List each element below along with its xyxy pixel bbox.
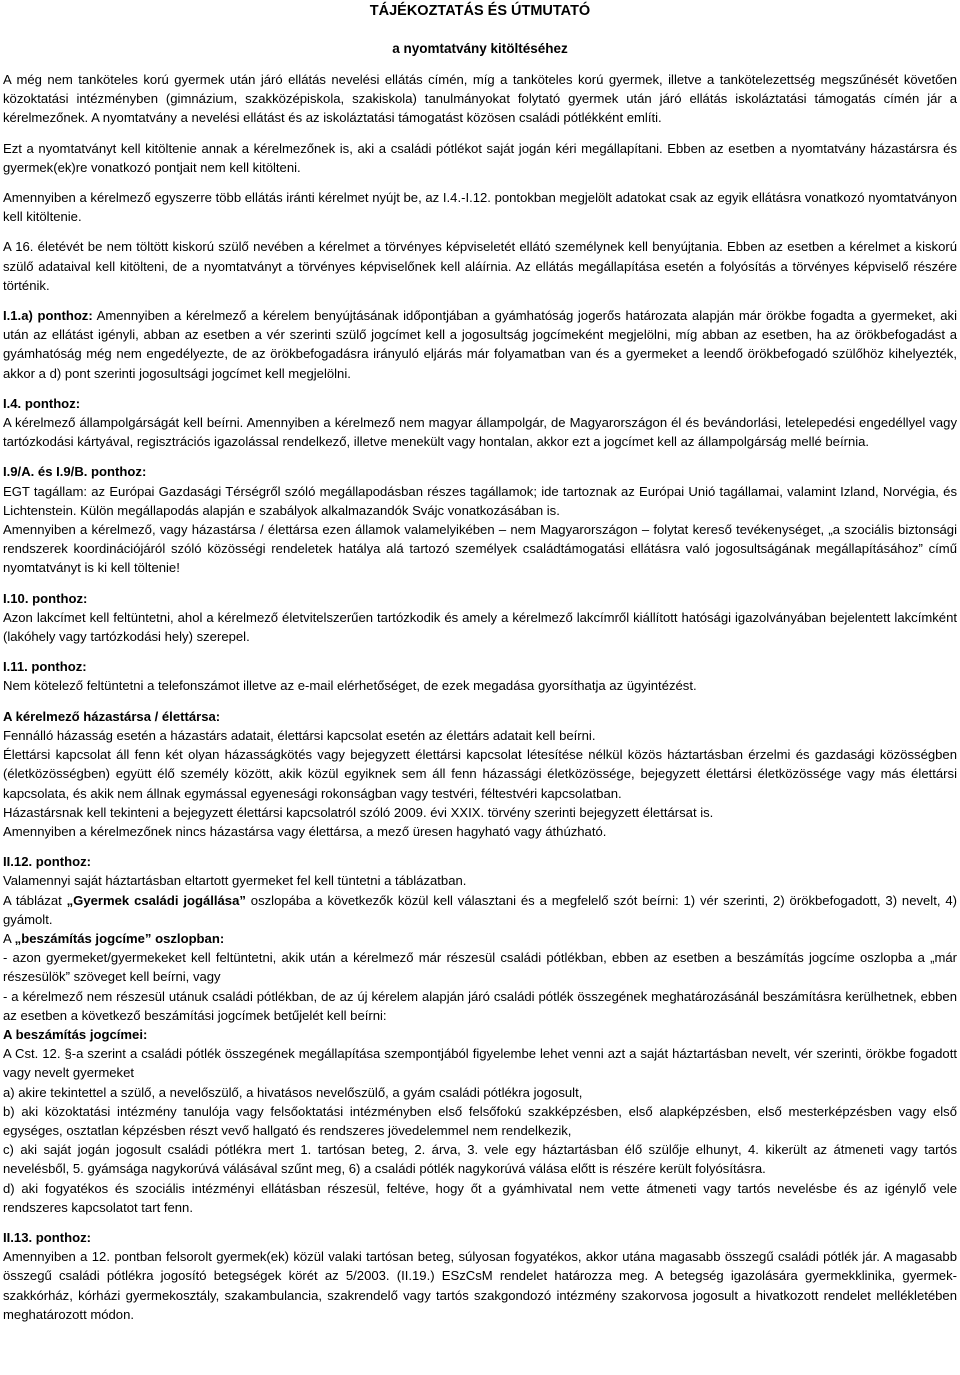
list-item-a: a) akire tekintettel a szülő, a nevelőszülő, a hivatásos nevelőszülő, a gyám családi pótlékra jogosult, [3, 1084, 583, 1100]
section-i9-text-foreign-work: Amennyiben a kérelmező, vagy házastársa / élettársa ezen államok valamelyikében – nem Magyarországon – folytat kereső tevékenységet, „a szociális biztonsági rendszerek koordinációjáról szóló közösségi rendeletek hatálya alá tartozó személyek családtámogatási ellátásra való jogosultságának megállapításához” című nyomtatványt is ki kell töltenie! [3, 522, 957, 576]
section-i1a-paragraph [3, 306, 957, 383]
section-i11-text: Nem kötelező feltüntetni a telefonszámot illetve az e-mail elérhetőséget, de ezek megadása gyorsíthatja az ügyintézést. [3, 678, 697, 694]
section-spouse-text-4: Amennyiben a kérelmezőnek nincs házastársa vagy élettársa, a mező üresen hagyható vagy áthúzható. [3, 823, 607, 839]
paragraph-multiple-claims: Amennyiben a kérelmező egyszerre több ellátás iránti kérelmet nyújt be, az I.4.-I.12. pontokban megjelölt adatokat csak az egyik ellátásra vonatkozó nyomtatványon kell kitöltenie. [3, 190, 957, 225]
document-title: TÁJÉKOZTATÁS ÉS ÚTMUTATÓ [369, 3, 591, 19]
section-i4-heading: I.4. ponthoz: [3, 395, 81, 411]
section-ii12-text-5: - a kérelmező nem részesül utánuk családi pótlékban, de az új kérelem alapján járó családi pótlék összegének meghatározásánál beszámításra kerülhetnek, ebben az esetben a következő beszámítási jogcímek betűjelét kell beírni: [3, 988, 957, 1023]
paragraph-minor-parent: A 16. életévét be nem töltött kiskorú szülő nevében a kérelmet a törvényes képviseletét ellátó személynek kell benyújtania. Ebben az esetben a kérelmet a kiskorú szülő adataival kell kitölteni, de a nyomtatványt a törvényes képviselőnek kell aláírnia. Az ellátás megállapítása esetén a folyósítás a törvényes képviselő részére történik. [3, 239, 957, 293]
intro-paragraph: A még nem tanköteles korú gyermek után járó ellátás nevelési ellátás címén, míg a tanköteles korú gyermek, illetve a tankötelezettség megszűnését követően közoktatási intézményben (gimnázium, szakközépiskola, szakiskola) tanulmányokat folytató gyermek után járó ellátás iskoláztatási támogatás címén jár a kérelmezőnek. A nyomtatvány a nevelési ellátást és az iskoláztatási támogatást közösen családi pótlékként említi. [3, 72, 957, 126]
section-spouse-text-3: Házastársnak kell tekinteni a bejegyzett élettársi kapcsolatról szóló 2009. évi XXIX. törvény szerinti bejegyzett élettársat is. [3, 804, 714, 820]
section-ii12-text-4: - azon gyermeket/gyermekeket kell feltüntetni, akik után a kérelmező már részesül családi pótlékban, ebben az esetben a beszámítás jogcíme oszlopba a „már részesülök” szöveget kell beírni, vagy [3, 950, 957, 985]
section-i9-text-egt: EGT tagállam: az Európai Gazdasági Térségről szóló megállapodásban részes tagállamok; ide tartoznak az Európai Unió tagállamai, valamint Izland, Norvégia, és Lichtenstein. Külön megállapodás alapján e szabályok alkalmazandók Svájc vonatkozásában is. [3, 483, 957, 518]
document-subtitle: a nyomtatvány kitöltéséhez [392, 41, 568, 56]
section-i4-text: A kérelmező állampolgárságát kell beírni. Amennyiben a kérelmező nem magyar állampolgár, de Magyarországon él és bevándorlási, letelepedési engedéllyel vagy tartózkodási kártyával, regisztrációs igazolással rendelkező, illetve menekült vagy hontalan, akkor ezt a jogcímet kell az állampolgárság mellé beírnia. [3, 415, 957, 450]
section-spouse-text-2: Élettársi kapcsolat áll fenn két olyan házasságkötés vagy bejegyzett élettársi kapcsolat létesítése nélkül közös háztartásban érzelmi és gazdasági közösségben (életközösségben) együtt élő személy között, akik közül egyiknek sem áll fenn házassági életközössége, bejegyzett élettársi életközössége vagy más élettársi kapcsolata, és akik nem állnak egymással egyenesági rokonságban vagy testvéri, féltestvéri kapcsolatban. [3, 747, 957, 801]
section-i11-heading: I.11. ponthoz: [3, 659, 87, 675]
section-i9-heading: I.9/A. és I.9/B. ponthoz: [3, 464, 147, 480]
section-i10-text: Azon lakcímet kell feltüntetni, ahol a kérelmező életvitelszerűen tartózkodik és amely a kérelmező lakcímről kiállított hatósági igazolványában bejelentett lakcímként (lakóhely vagy tartózkodási hely) szerepel. [3, 609, 957, 645]
section-ii12-subheading: A beszámítás jogcímei: [3, 1026, 148, 1042]
list-item-c: c) aki saját jogán jogosult családi pótlékra mert 1. tartósan beteg, 2. árva, 3. vele egy háztartásban élő szülője elhunyt, 4. kikerült az átmeneti vagy tartós nevelésből, 5. gyámsága nagykorúvá válásával szűnt meg, 6) a családi pótlék nagykorúvá válása előtt is részére került folyósításra. [3, 1142, 957, 1177]
list-item-d: d) aki fogyatékos és szociális intézményi ellátásban részesül, feltéve, hogy őt a gyámhivatal nem vette átmeneti vagy tartós nevelésbe és az igénylő vele rendszeres kapcsolatot tart fenn. [3, 1180, 957, 1215]
section-ii13-heading: II.13. ponthoz: [3, 1229, 92, 1245]
section-spouse-text-1: Fennálló házasság esetén a házastárs adatait, élettársi kapcsolat esetén az élettárs adatait kell beírni. [3, 727, 596, 743]
section-i1a-heading: I.1.a) ponthoz: [3, 308, 93, 324]
text-run: A [3, 930, 15, 946]
column-name-family-status: „Gyermek családi jogállása” [66, 892, 246, 908]
section-i10-heading: I.10. ponthoz: [3, 590, 88, 606]
text-run: oszlopába a következők közül kell választani és a megfelelő szót beírni: 1) vér szerinti, 2) örökbefogadott, 3) nevelt, 4) gyámolt. [3, 892, 957, 927]
list-item-b: b) aki közoktatási intézmény tanulója vagy felsőoktatási intézményben első felsőfokú szakképzésben, első alapképzésben, első mesterképzésben vagy első egységes, osztatlan képzésben részt vevő hallgató és rendszeres jövedelemmel nem rendelkezik, [3, 1103, 957, 1138]
column-name-credit-title: „beszámítás jogcíme” oszlopban: [14, 930, 225, 946]
section-ii12-text-3 [3, 929, 957, 948]
section-spouse-heading: A kérelmező házastársa / élettársa: [3, 708, 221, 724]
section-ii12-text-1: Valamennyi saját háztartásban eltartott gyermeket fel kell tüntetni a táblázatban. [3, 873, 467, 889]
section-ii12-text-6: A Cst. 12. §-a szerint a családi pótlék összegének megállapítása szempontjából figyelembe lehet venni azt a saját háztartásban nevelt, vér szerinti, örökbe fogadott vagy nevelt gyermeket [3, 1046, 957, 1081]
paragraph-self-claim: Ezt a nyomtatványt kell kitöltenie annak a kérelmezőnek is, aki a családi pótlékot saját jogán kéri megállapítani. Ebben az esetben a nyomtatvány házastársra és gyermek(ek)re vonatkozó pontjait nem kell kitölteni. [3, 140, 957, 175]
section-i1a-text: Amennyiben a kérelmező a kérelem benyújtásának időpontjában a gyámhatóság jogerős határozata alapján már örökbe fogadta a gyermeket, aki után az ellátást igényli, abban az esetben a vér szerinti szülő jogcímet kell a jogosultság jogcímeként megjelölni, míg abban az esetben, ha az örökbefogadást a gyámhatóság még nem engedélyezte, de az örökbefogadásra irányuló eljárás már folyamatban van és a gyermeket a leendő örökbefogadó szülőhöz kihelyezték, akkor a d) pont szerinti jogosultsági jogcímet kell megjelölni. [3, 308, 957, 381]
text-run: A táblázat [3, 892, 67, 908]
section-ii12-text-2 [3, 891, 957, 929]
section-ii12-heading: II.12. ponthoz: [3, 854, 92, 870]
section-ii13-text: Amennyiben a 12. pontban felsorolt gyermek(ek) közül valaki tartósan beteg, súlyosan fogyatékos, akkor utána magasabb összegű családi pótlék jár. A magasabb összegű családi pótlékra jogosító betegségek körét az 5/2003. (II.19.) ESzCsM rendelet határozza meg. A betegség igazolására gyermekklinika, gyermek-szakkórház, kórházi gyermekosztály, szakambulancia, szakrendelő vagy tartós szakgondozó intézmény szakorvosa jogosult a hivatkozott rendelet mellékletében meghatározott módon. [3, 1249, 957, 1322]
